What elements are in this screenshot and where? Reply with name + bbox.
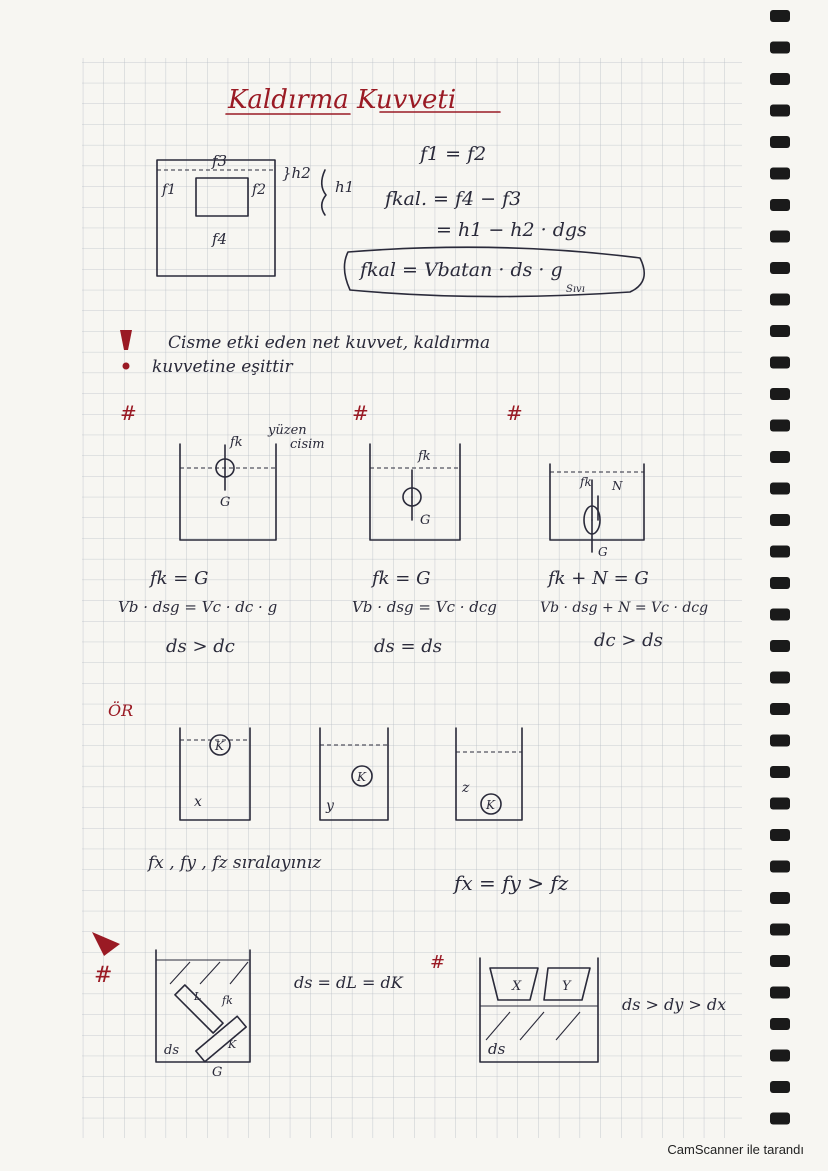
label-x: x: [194, 794, 202, 810]
spiral-ring: [770, 829, 790, 841]
note-line-2: kuvvetine eşittir: [152, 357, 293, 377]
f2-label: f2: [252, 182, 267, 198]
example-answer: fx = fy > fz: [454, 871, 569, 895]
spiral-ring: [770, 483, 790, 495]
spiral-ring: [770, 231, 790, 243]
case-2-fk: fk: [418, 449, 431, 464]
k-ball-x: K: [215, 739, 224, 753]
page-title: Kaldırma Kuvveti: [228, 85, 457, 115]
spiral-ring: [770, 388, 790, 400]
formula-2: fkal. = f4 − f3: [385, 188, 522, 210]
right-ds: ds: [488, 1040, 506, 1058]
label-z: z: [462, 780, 470, 796]
spiral-ring: [770, 735, 790, 747]
scanner-watermark: CamScanner ile tarandı: [667, 1142, 804, 1157]
formula-3: = h1 − h2 · dgs: [436, 219, 587, 241]
case-3-n: N: [612, 479, 623, 493]
h2-label: }h2: [282, 164, 311, 182]
example-label: ÖR: [108, 701, 134, 720]
hash-2: #: [352, 401, 369, 425]
spiral-ring: [770, 672, 790, 684]
case-3-g: G: [598, 545, 608, 559]
case-1-fk: fk: [230, 435, 243, 450]
sub-sivi: Sıvı: [566, 284, 585, 295]
case-3-eq2: Vb · dsg + N = Vc · dcg: [540, 600, 709, 616]
hash-1: #: [120, 401, 137, 425]
hash-4: #: [94, 963, 113, 988]
spiral-ring: [770, 1050, 790, 1062]
spiral-ring: [770, 262, 790, 274]
spiral-ring: [770, 136, 790, 148]
f3-label: f3: [212, 152, 228, 170]
case-3-eq3: dc > ds: [594, 630, 663, 651]
left-ds: ds: [164, 1043, 179, 1058]
case-3-fk: fk: [580, 475, 592, 489]
case-3-eq1: fk + N = G: [548, 568, 649, 589]
spiral-ring: [770, 1018, 790, 1030]
middle-equation: ds = dL = dK: [294, 973, 403, 992]
spiral-ring: [770, 73, 790, 85]
note-line-1: Cisme etki eden net kuvvet, kaldırma: [168, 333, 491, 353]
spiral-ring: [770, 420, 790, 432]
case-2-g: G: [420, 513, 431, 528]
spiral-ring: [770, 325, 790, 337]
example-question: fx , fy , fz sıralayınız: [148, 853, 322, 873]
formula-1: f1 = f2: [420, 143, 487, 165]
spiral-ring: [770, 42, 790, 54]
f1-label: f1: [162, 182, 177, 198]
spiral-ring: [770, 1113, 790, 1125]
spiral-ring: [770, 451, 790, 463]
left-fk: fk: [222, 994, 233, 1007]
case-1-g: G: [220, 495, 231, 510]
case-2-eq2: Vb · dsg = Vc · dcg: [352, 598, 497, 616]
right-x-label: X: [512, 979, 522, 994]
spiral-ring: [770, 798, 790, 810]
spiral-ring: [770, 892, 790, 904]
right-equation: ds > dy > dx: [622, 995, 727, 1014]
spiral-ring: [770, 546, 790, 558]
h1-label: h1: [335, 178, 355, 196]
spiral-ring: [770, 1081, 790, 1093]
case-2-eq1: fk = G: [372, 568, 431, 589]
spiral-ring: [770, 514, 790, 526]
floating-label-1: yüzen: [268, 423, 307, 438]
spiral-ring: [770, 987, 790, 999]
left-g: G: [212, 1065, 223, 1080]
case-2-eq3: ds = ds: [374, 636, 443, 657]
spiral-ring: [770, 703, 790, 715]
spiral-ring: [770, 105, 790, 117]
hash-5: #: [430, 952, 446, 973]
spiral-ring: [770, 10, 790, 22]
spiral-ring: [770, 168, 790, 180]
spiral-ring: [770, 955, 790, 967]
case-1-eq1: fk = G: [150, 568, 209, 589]
spiral-ring: [770, 766, 790, 778]
left-k-label: K: [228, 1038, 237, 1051]
case-1-eq2: Vb · dsg = Vc · dc · g: [118, 598, 278, 616]
floating-label-2: cisim: [290, 437, 325, 452]
spiral-ring: [770, 357, 790, 369]
hash-3: #: [506, 401, 523, 425]
left-l-label: L: [194, 990, 202, 1003]
spiral-ring: [770, 609, 790, 621]
formula-boxed: fkal = Vbatan · ds · g: [360, 259, 563, 281]
right-y-label: Y: [562, 979, 571, 994]
case-1-eq3: ds > dc: [166, 636, 235, 657]
spiral-ring: [770, 640, 790, 652]
k-ball-y: K: [357, 770, 366, 784]
k-ball-z: K: [486, 798, 495, 812]
f4-label: f4: [212, 230, 228, 248]
spiral-ring: [770, 861, 790, 873]
label-y: y: [326, 798, 334, 814]
spiral-ring: [770, 199, 790, 211]
spiral-ring: [770, 577, 790, 589]
spiral-ring: [770, 294, 790, 306]
spiral-ring: [770, 924, 790, 936]
